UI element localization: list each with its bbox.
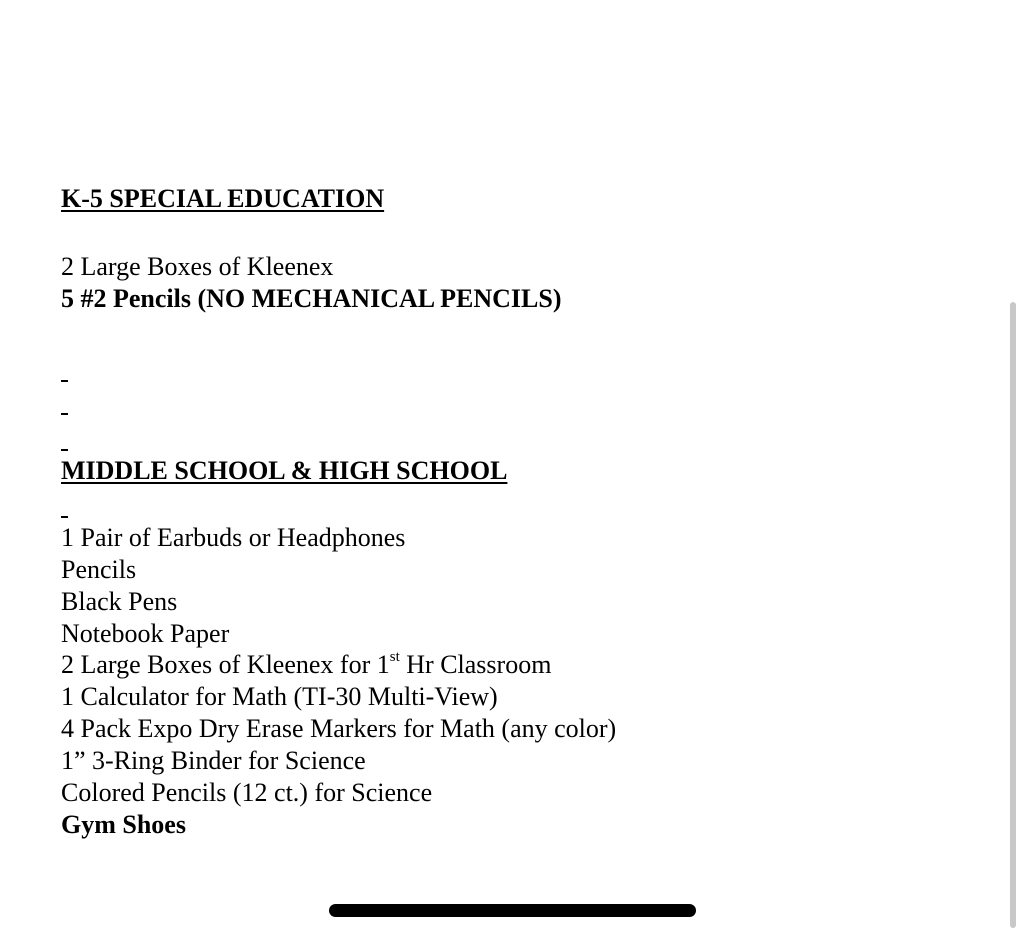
- document-page: [61, 0, 991, 935]
- ms-hs-section-heading: MIDDLE SCHOOL & HIGH SCHOOL: [61, 456, 508, 485]
- ms-hs-item-calculator: 1 Calculator for Math (TI-30 Multi-View): [61, 682, 498, 711]
- k5-item-kleenex: 2 Large Boxes of Kleenex: [61, 252, 334, 281]
- ms-hs-item-expo-markers: 4 Pack Expo Dry Erase Markers for Math (any color): [61, 714, 617, 743]
- ms-hs-item-earbuds: 1 Pair of Earbuds or Headphones: [61, 523, 406, 552]
- kleenex-text-before: 2 Large Boxes of Kleenex for 1: [61, 650, 390, 679]
- vertical-scrollbar[interactable]: [1010, 302, 1016, 928]
- ms-hs-item-colored-pencils: Colored Pencils (12 ct.) for Science: [61, 778, 433, 807]
- ms-hs-item-black-pens: Black Pens: [61, 587, 178, 616]
- k5-section-heading: K-5 SPECIAL EDUCATION: [61, 184, 385, 213]
- home-indicator[interactable]: [329, 904, 696, 917]
- k5-item-pencils: 5 #2 Pencils (NO MECHANICAL PENCILS): [61, 284, 562, 313]
- ms-hs-item-binder: 1” 3-Ring Binder for Science: [61, 746, 366, 775]
- ms-hs-item-kleenex: [61, 649, 551, 681]
- empty-list-marker: [61, 413, 68, 415]
- ms-hs-item-notebook-paper: Notebook Paper: [61, 619, 230, 648]
- ms-hs-item-pencils: Pencils: [61, 555, 137, 584]
- kleenex-text-after: Hr Classroom: [399, 650, 552, 679]
- empty-list-marker: [61, 380, 68, 382]
- ms-hs-item-gym-shoes: Gym Shoes: [61, 810, 186, 839]
- empty-list-marker: [61, 516, 68, 518]
- ordinal-suffix: st: [389, 649, 400, 666]
- empty-list-marker: [61, 449, 68, 451]
